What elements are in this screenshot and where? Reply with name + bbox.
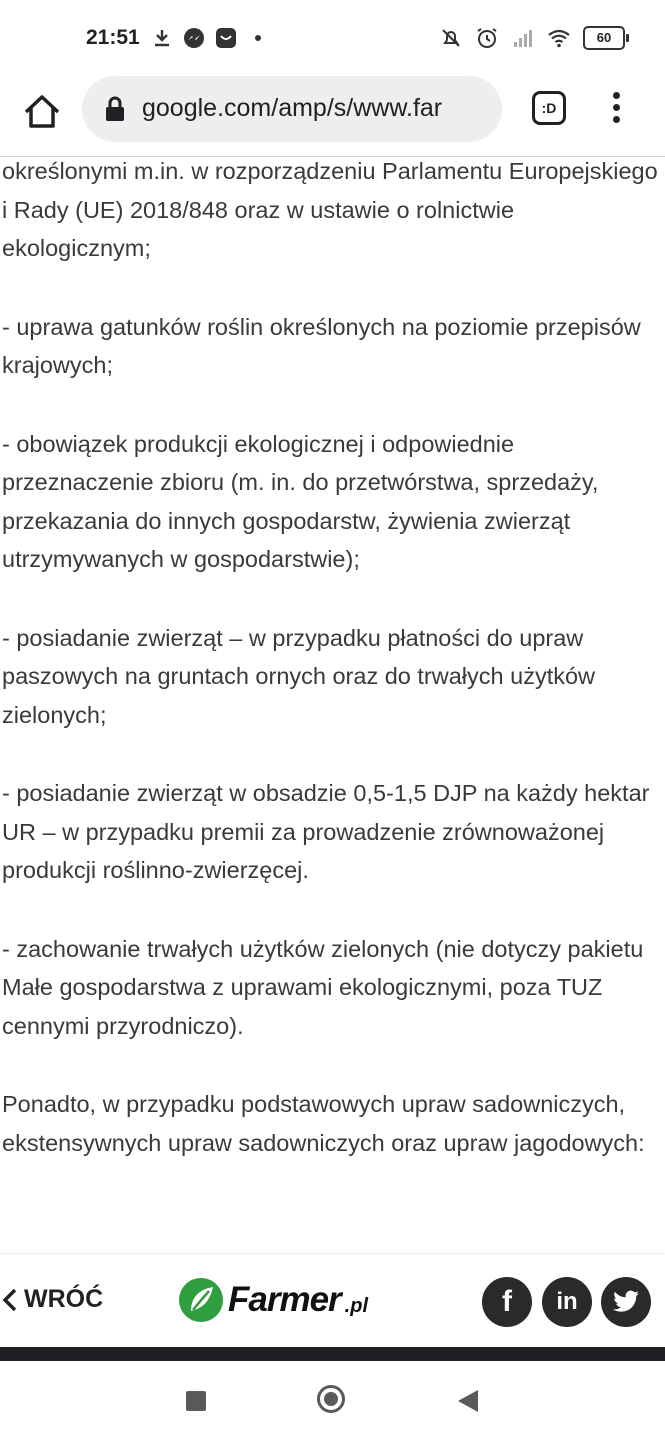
tab-switcher-button[interactable]: :D: [532, 91, 566, 125]
article-paragraph: Ponadto, w przypadku podstawowych upraw sadowniczych, ekstensywnych upraw sadowniczych oraz upraw jagodowych:: [2, 1091, 645, 1156]
lock-icon: [104, 96, 126, 122]
alarm-icon: [475, 26, 499, 50]
app-icon: [214, 26, 238, 50]
menu-icon[interactable]: [606, 92, 626, 128]
mute-icon: [439, 26, 463, 50]
article-paragraph: - posiadanie zwierząt – w przypadku płatności do upraw paszowych na gruntach ornych oraz do trwałych użytków zielonych;: [2, 624, 596, 728]
address-bar[interactable]: [82, 76, 502, 142]
article-paragraph: - posiadanie zwierząt w obsadzie 0,5-1,5 DJP na każdy hektar UR – w przypadku premii za prowadzenie zrównoważonej produkcji roślinno-zwierzęcej.: [2, 780, 650, 883]
messenger-icon: [182, 26, 206, 50]
leaf-icon: [178, 1277, 224, 1323]
notification-icons: [150, 26, 270, 50]
home-nav-button[interactable]: [317, 1385, 345, 1413]
chevron-left-icon: [2, 1287, 18, 1313]
url-text[interactable]: google.com/amp/s/www.far: [142, 94, 443, 122]
status-time: 21:51: [86, 26, 140, 49]
back-label: WRÓĆ: [24, 1285, 104, 1313]
footer-bar: [0, 1255, 665, 1347]
twitter-icon: [612, 1290, 640, 1314]
article-paragraph: - zachowanie trwałych użytków zielonych (nie dotyczy pakietu Małe gospodarstwa z uprawami ekologicznymi, poza TUZ cennymi przyrodniczo).: [2, 935, 644, 1039]
logo-suffix: .pl: [344, 1294, 369, 1317]
home-icon[interactable]: [20, 90, 64, 134]
system-icons: [439, 26, 625, 50]
recents-button[interactable]: [186, 1391, 206, 1411]
back-button[interactable]: [2, 1285, 103, 1314]
twitter-share-button[interactable]: [601, 1277, 651, 1327]
browser-toolbar: [0, 76, 665, 156]
back-nav-button[interactable]: [458, 1390, 478, 1412]
farmer-logo[interactable]: [178, 1277, 368, 1323]
wifi-icon: [547, 26, 571, 50]
article-body: [2, 152, 662, 1202]
dot-icon: [246, 26, 270, 50]
signal-icon: [511, 26, 535, 50]
status-bar: [0, 0, 665, 76]
battery-icon: 60: [583, 26, 625, 50]
facebook-share-button[interactable]: f: [482, 1277, 532, 1327]
article-paragraph: - uprawa gatunków roślin określonych na poziomie przepisów krajowych;: [2, 313, 641, 378]
system-nav-bar: [0, 1361, 665, 1440]
article-paragraph: - obowiązek produkcji ekologicznej i odpowiednie przeznaczenie zbioru (m. in. do przetwórstwa, sprzedaży, przekazania do innych gospodarstw, żywienia zwierząt utrzymywanych w gospodarstwie);: [2, 430, 599, 572]
logo-text: Farmer: [228, 1280, 341, 1319]
download-icon: [150, 26, 174, 50]
footer-strip: [0, 1347, 665, 1361]
linkedin-share-button[interactable]: in: [542, 1277, 592, 1327]
article-paragraph: określonymi m.in. w rozporządzeniu Parlamentu Europejskiego i Rady (UE) 2018/848 oraz w ustawie o rolnictwie ekologicznym;: [2, 158, 658, 261]
